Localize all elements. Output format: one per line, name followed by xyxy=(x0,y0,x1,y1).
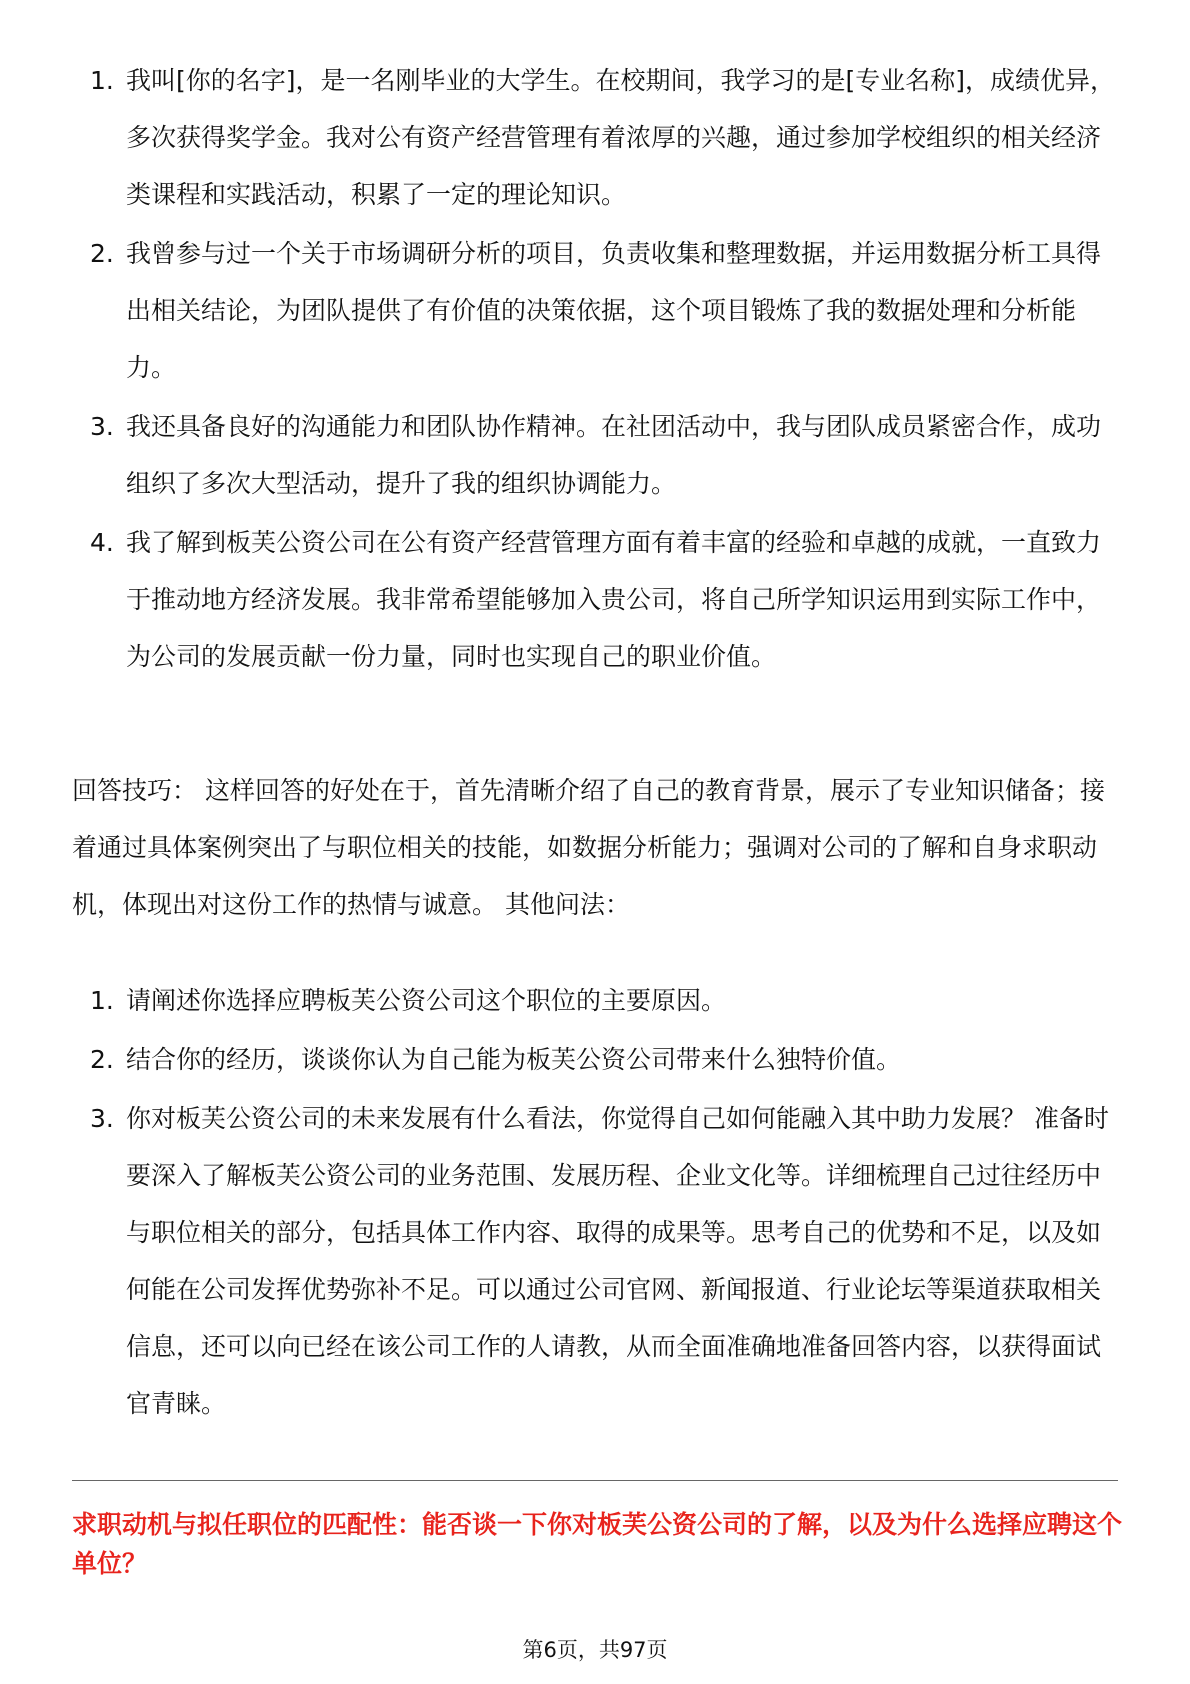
section-divider xyxy=(72,1480,1118,1481)
list-item xyxy=(80,1031,1120,1088)
list-item-number: 2. xyxy=(90,239,114,268)
list-item-text: 请阐述你选择应聘板芙公资公司这个职位的主要原因。 xyxy=(126,986,727,1015)
list-item-text: 你对板芙公资公司的未来发展有什么看法，你觉得自己如何能融入其中助力发展？ 准备时要深入了解板芙公资公司的业务范围、发展历程、企业文化等。详细梳理自己过往经历中与职位相关的部分，包括具体工作内容、取得的成果等。思考自己的优势和不足，以及如何能在公司发挥优势弥补不足。可以通过公司官网、新闻报道、行业论坛等渠道获取相关信息，还可以向已经在该公司工作的人请教，从而全面准确地准备回答内容，以获得面试官青睐。 xyxy=(126,1104,1109,1418)
list-item-number: 3. xyxy=(90,412,114,441)
intro-answer-list xyxy=(80,52,1120,687)
list-item xyxy=(80,972,1120,1029)
page-number-footer: 第6页，共97页 xyxy=(522,1638,668,1662)
other-questions-list xyxy=(80,972,1120,1434)
list-item-text: 我叫[你的名字]，是一名刚毕业的大学生。在校期间，我学习的是[专业名称]，成绩优异，多次获得奖学金。我对公有资产经营管理有着浓厚的兴趣，通过参加学校组织的相关经济类课程和实践活动，积累了一定的理论知识。 xyxy=(126,66,1116,209)
list-item xyxy=(80,1090,1120,1432)
list-item-number: 2. xyxy=(90,1045,114,1074)
list-item-text: 我了解到板芙公资公司在公有资产经营管理方面有着丰富的经验和卓越的成就，一直致力于推动地方经济发展。我非常希望能够加入贵公司，将自己所学知识运用到实际工作中，为公司的发展贡献一份力量，同时也实现自己的职业价值。 xyxy=(126,528,1102,671)
next-question-heading: 求职动机与拟任职位的匹配性：能否谈一下你对板芙公资公司的了解，以及为什么选择应聘这个单位？ xyxy=(72,1510,1123,1578)
list-item-number: 1. xyxy=(90,66,114,95)
answer-tips-paragraph: 回答技巧： 这样回答的好处在于，首先清晰介绍了自己的教育背景，展示了专业知识储备；接着通过具体案例突出了与职位相关的技能，如数据分析能力；强调对公司的了解和自身求职动机，体现出对这份工作的热情与诚意。 其他问法： xyxy=(72,776,1105,919)
list-item xyxy=(80,225,1120,396)
list-item-text: 我曾参与过一个关于市场调研分析的项目，负责收集和整理数据，并运用数据分析工具得出相关结论，为团队提供了有价值的决策依据，这个项目锻炼了我的数据处理和分析能力。 xyxy=(126,239,1102,382)
list-item-number: 3. xyxy=(90,1104,114,1133)
list-item xyxy=(80,52,1120,223)
list-item xyxy=(80,398,1120,512)
list-item-number: 4. xyxy=(90,528,114,557)
list-item-number: 1. xyxy=(90,986,114,1015)
list-item-text: 我还具备良好的沟通能力和团队协作精神。在社团活动中，我与团队成员紧密合作，成功组织了多次大型活动，提升了我的组织协调能力。 xyxy=(126,412,1102,498)
list-item xyxy=(80,514,1120,685)
list-item-text: 结合你的经历，谈谈你认为自己能为板芙公资公司带来什么独特价值。 xyxy=(126,1045,902,1074)
